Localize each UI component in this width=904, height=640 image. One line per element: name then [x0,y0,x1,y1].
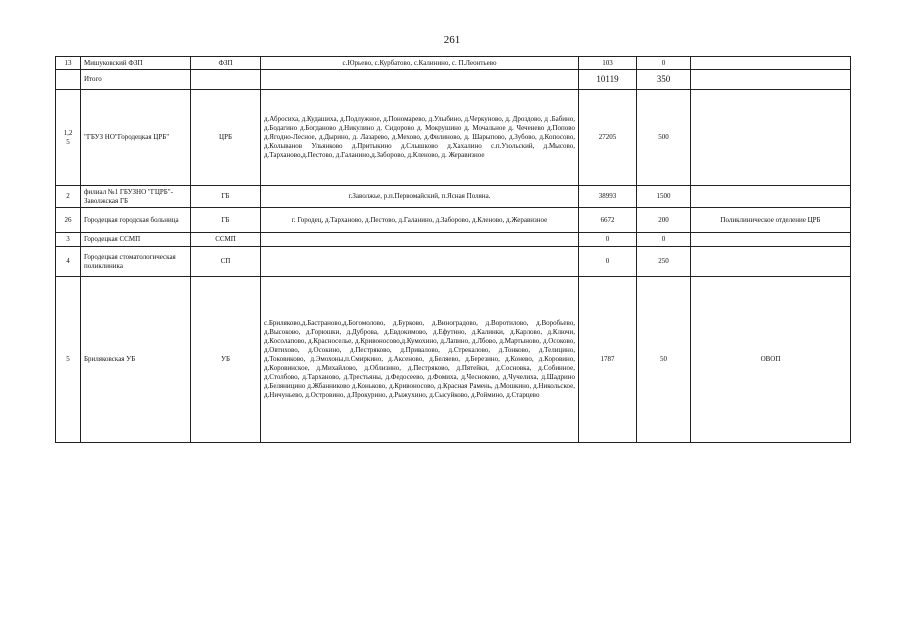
table-row-total [56,70,851,90]
row-number: 26 [56,208,81,233]
facility-type: ГБ [191,186,261,208]
service-area [261,70,579,90]
facilities-table [55,56,851,443]
row-number: 4 [56,247,81,277]
row-number: 1,2 5 [56,90,81,186]
table-row [56,208,851,233]
facility-type: ГБ [191,208,261,233]
note: Поликлиническое отделение ЦРБ [691,208,851,233]
note [691,70,851,90]
population: 103 [579,57,637,70]
row-number: 5 [56,277,81,443]
note: ОВОП [691,277,851,443]
facility-name: Итого [81,70,191,90]
service-area: с.Юрьево, с.Курбатово, с.Калинино, с. П.Леонтьево [261,57,579,70]
row-number: 2 [56,186,81,208]
note [691,57,851,70]
facility-name: Городецкая городская больница [81,208,191,233]
population: 0 [579,247,637,277]
population: 1787 [579,277,637,443]
capacity: 50 [637,277,691,443]
table-row [56,277,851,443]
facility-name: "ГБУЗ НО"Городецкая ЦРБ" [81,90,191,186]
population: 6672 [579,208,637,233]
capacity: 0 [637,57,691,70]
note [691,247,851,277]
capacity: 500 [637,90,691,186]
note [691,233,851,247]
facility-name: Бриляковская УБ [81,277,191,443]
table-row [56,247,851,277]
row-number: 3 [56,233,81,247]
service-area: г. Городец, д.Тарханово, д.Пестово, д.Галанино, д.Заборово, д.Кленово, д.Жеравизное [261,208,579,233]
table-row [56,90,851,186]
table-row [56,233,851,247]
facility-name: филиал №1 ГБУЗНО "ГЦРБ"-Заволжская ГБ [81,186,191,208]
facility-type: УБ [191,277,261,443]
table-row [56,186,851,208]
population: 38993 [579,186,637,208]
facility-type: ЦРБ [191,90,261,186]
row-number [56,70,81,90]
facility-name: Городецкая стоматологическая поликлиника [81,247,191,277]
page-number: 261 [443,34,461,46]
note [691,186,851,208]
population: 0 [579,233,637,247]
population: 27205 [579,90,637,186]
facility-name: Городецкая ССМП [81,233,191,247]
facility-type [191,70,261,90]
capacity: 250 [637,247,691,277]
service-area: г.Заволжье, р.п.Первомайский, п.Ясная Поляна. [261,186,579,208]
capacity: 200 [637,208,691,233]
capacity: 350 [637,70,691,90]
row-number: 13 [56,57,81,70]
service-area: д.Абросиха, д.Кудашиха, д.Подлужное, д.Пономарево, д.Улыбино, д.Черкуново, д. Дроздово, д .Бабино, д.Бодагино д.Богданово д.Никулино д. Сидорово д. Мокрушино д. Мочальное д. Чеченево д.Попово д.Ягодно-Лесное, д.Дырино, д. Лазарево, д.Мехово, д.Филиново, д. Шарыпово, д.Зубово, д.Копосово, д.Колыванов Ульянково д.Притыкино д.Слышково д.Хахалино с.п.Узольский, д.Мысово, д.Тарханово,д.Пестово, д.Галанино,д.Заборово, д.Кленово, д. Жеравизное [261,90,579,186]
note [691,90,851,186]
facility-type: ФЗП [191,57,261,70]
table-row [56,57,851,70]
service-area: с.Бриляково,д.Бастраново,д.Богомолово, д.Бурково, д.Виноградово, д.Воротилово, д.Воробьево, д.Высоково, д.Горюшки, д.Дуброва, д.Евдокимово, д.Ефутино, д.Калинки, д.Карлово, д.Ключи, д.Косолапово, д.Красноселье, д.Кривоносово,д.Кумохино, д.Лапино, д.Лбово, д.Мартыново, д.Осоково, д.Овтихово, д.Осокино, д.Пестряково, д.Привалово, д.Стрекалово, д.Тонково, д.Телицино, д.Токовиково, д.Эмохоны,п.Смиркино, д.Аксеново, д.Беляево, д.Березино, д.Конево, д.Коровино, д.Коровинское, д.Михайлово, д.Облизино, д.Пестряково, д.Пятейки, д.Сосновка, д.Собинное, д.Столбово, д.Тарханово, д.Трестьяны, д.Федосеево, д.Фомиха, д.Чесноково, д.Чучелиха, д.Шадрино д.Беляницино д.Жбанниково д.Коньково, д.Кривоносово, д.Красная Рамень, д.Мошкино, д.Никольское, д.Ничуньево, д.Островино, д.Прокурино, д.Рыжухино, д.Сысуйково, д.Роймино, д.Старцево [261,277,579,443]
service-area [261,233,579,247]
facility-type: ССМП [191,233,261,247]
service-area [261,247,579,277]
population: 10119 [579,70,637,90]
facility-type: СП [191,247,261,277]
facility-name: Мишуковский ФЗП [81,57,191,70]
capacity: 0 [637,233,691,247]
capacity: 1500 [637,186,691,208]
